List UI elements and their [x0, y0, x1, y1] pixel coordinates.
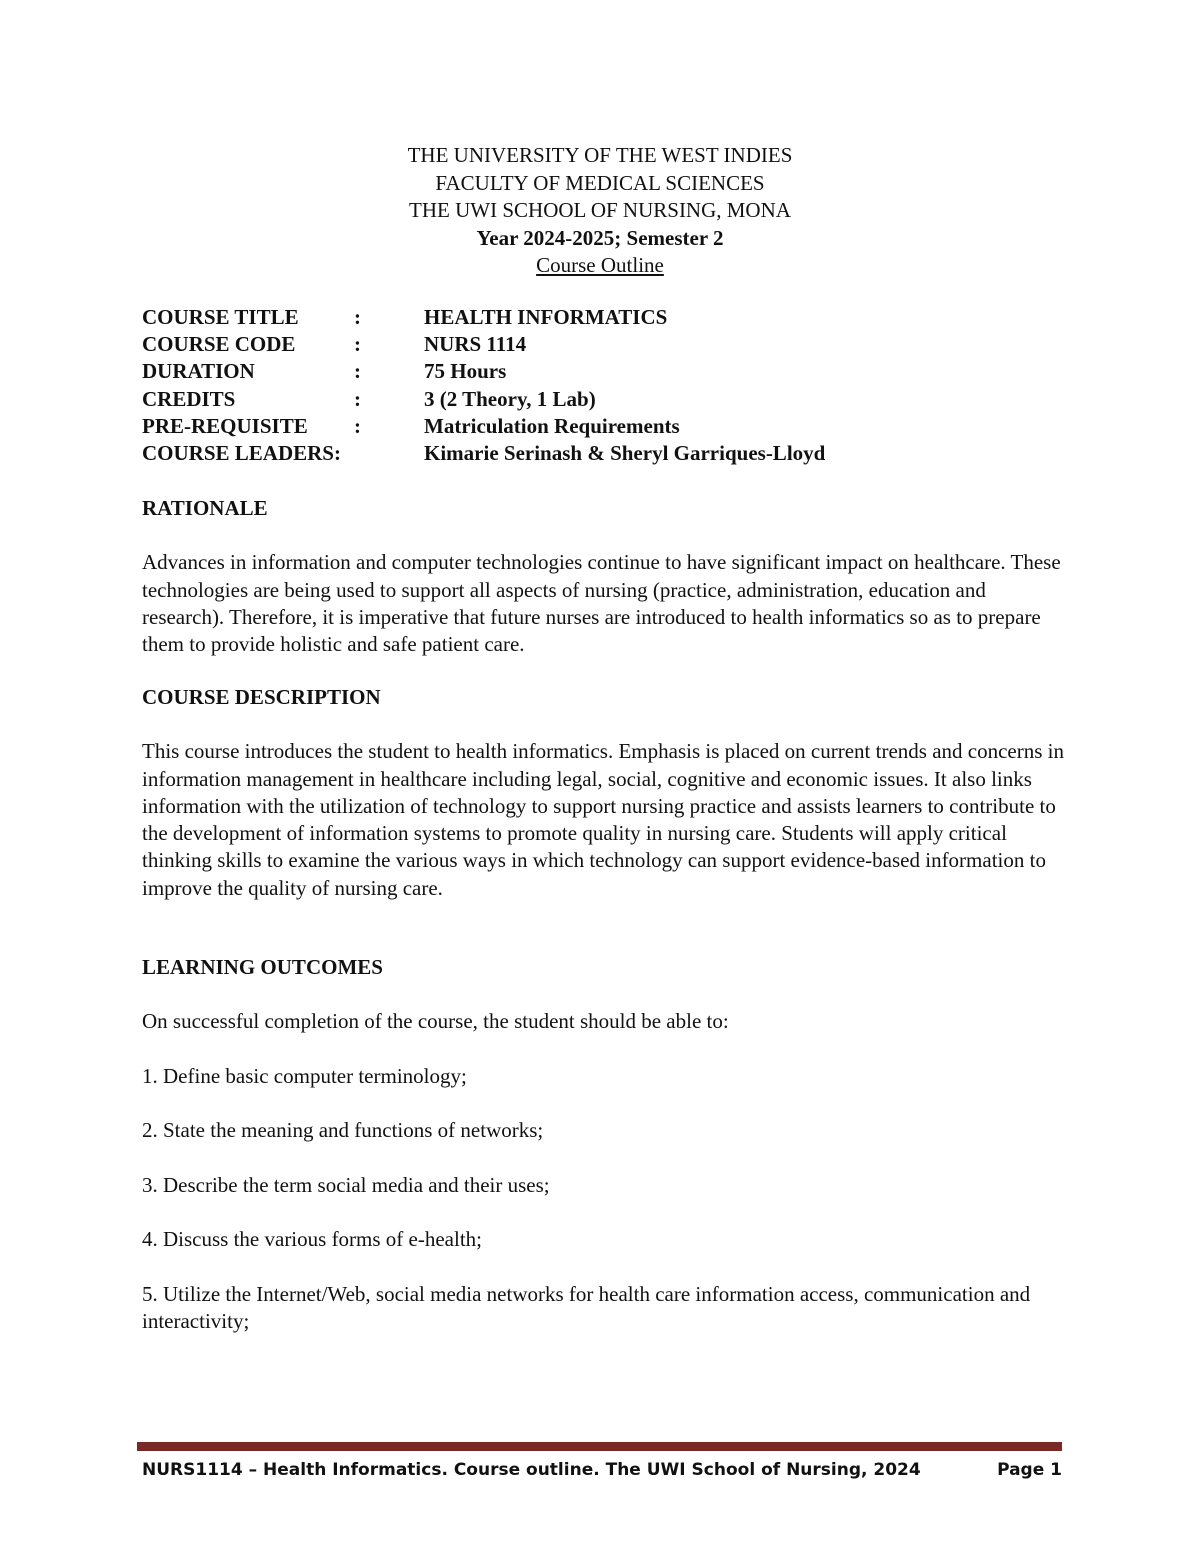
course-info-row	[142, 304, 825, 331]
page-number: Page 1	[997, 1460, 1062, 1480]
school-name: THE UWI SCHOOL OF NURSING, MONA	[409, 198, 791, 222]
course-info-colon: :	[354, 305, 361, 329]
document-header	[0, 142, 1200, 280]
course-info-colon: :	[354, 386, 361, 411]
outcome-item: 3. Describe the term social media and their uses;	[142, 1173, 550, 1197]
description-text: This course introduces the student to health informatics. Emphasis is placed on current trends and concerns in information management in healthcare including legal, social, cognitive and economic issues. It also links information with the utilization of technology to support nursing practice and assists learners to contribute to the development of information systems to promote quality in nursing care. Students will apply critical thinking skills to examine the various ways in which technology can support evidence-based information to improve the quality of nursing care.	[142, 739, 1065, 900]
outcomes-heading: LEARNING OUTCOMES	[142, 955, 383, 979]
course-info-label: CREDITS	[142, 386, 236, 411]
rationale-heading: RATIONALE	[142, 496, 268, 520]
description-section	[142, 684, 1072, 902]
course-info-value: 3 (2 Theory, 1 Lab)	[424, 386, 596, 411]
page-footer	[142, 1460, 1062, 1480]
outcome-item: 5. Utilize the Internet/Web, social media networks for health care information access, communication and interactivity;	[142, 1282, 1031, 1334]
rationale-section	[142, 495, 1072, 658]
course-info-row	[142, 358, 825, 385]
course-info-colon	[354, 440, 424, 467]
course-info-colon: :	[354, 413, 361, 438]
faculty-name: FACULTY OF MEDICAL SCIENCES	[435, 170, 765, 195]
course-info-row	[142, 413, 825, 440]
university-name: THE UNIVERSITY OF THE WEST INDIES	[407, 143, 793, 167]
course-info-value: Matriculation Requirements	[424, 413, 680, 438]
course-info-label: PRE-REQUISITE	[142, 413, 308, 438]
outcomes-section	[142, 954, 1072, 981]
academic-year: Year 2024-2025; Semester 2	[476, 225, 724, 250]
course-info-value: Kimarie Serinash & Sheryl Garriques-Lloyd	[424, 441, 826, 466]
course-info-row	[142, 440, 825, 467]
course-info-label: COURSE CODE	[142, 332, 296, 357]
footer-rule	[137, 1442, 1062, 1451]
outcome-item: 4. Discuss the various forms of e-health;	[142, 1227, 483, 1251]
rationale-text: Advances in information and computer technologies continue to have significant impact on healthcare. These technologies are being used to support all aspects of nursing (practice, administration, education and research). Therefore, it is imperative that future nurses are introduced to health informatics so as to prepare them to provide holistic and safe patient care.	[142, 550, 1061, 657]
course-info-table	[142, 304, 825, 467]
course-info-value: NURS 1114	[424, 332, 527, 357]
course-info-row	[142, 386, 825, 413]
footer-course-text: NURS1114 – Health Informatics. Course outline. The UWI School of Nursing, 2024	[142, 1460, 921, 1480]
course-info-colon: :	[354, 332, 361, 357]
course-info-row	[142, 331, 825, 358]
course-info-value: HEALTH INFORMATICS	[424, 305, 668, 329]
course-info-label: COURSE TITLE	[142, 305, 299, 329]
course-info-label: DURATION	[142, 359, 255, 384]
course-info-value: 75 Hours	[424, 359, 507, 384]
outcome-item: 2. State the meaning and functions of networks;	[142, 1118, 544, 1142]
outcome-item: 1. Define basic computer terminology;	[142, 1064, 467, 1088]
course-info-label: COURSE LEADERS:	[142, 441, 341, 466]
course-info-colon: :	[354, 359, 361, 384]
document-type: Course Outline	[536, 253, 664, 277]
outcomes-intro: On successful completion of the course, the student should be able to:	[142, 1009, 729, 1033]
description-heading: COURSE DESCRIPTION	[142, 685, 381, 709]
